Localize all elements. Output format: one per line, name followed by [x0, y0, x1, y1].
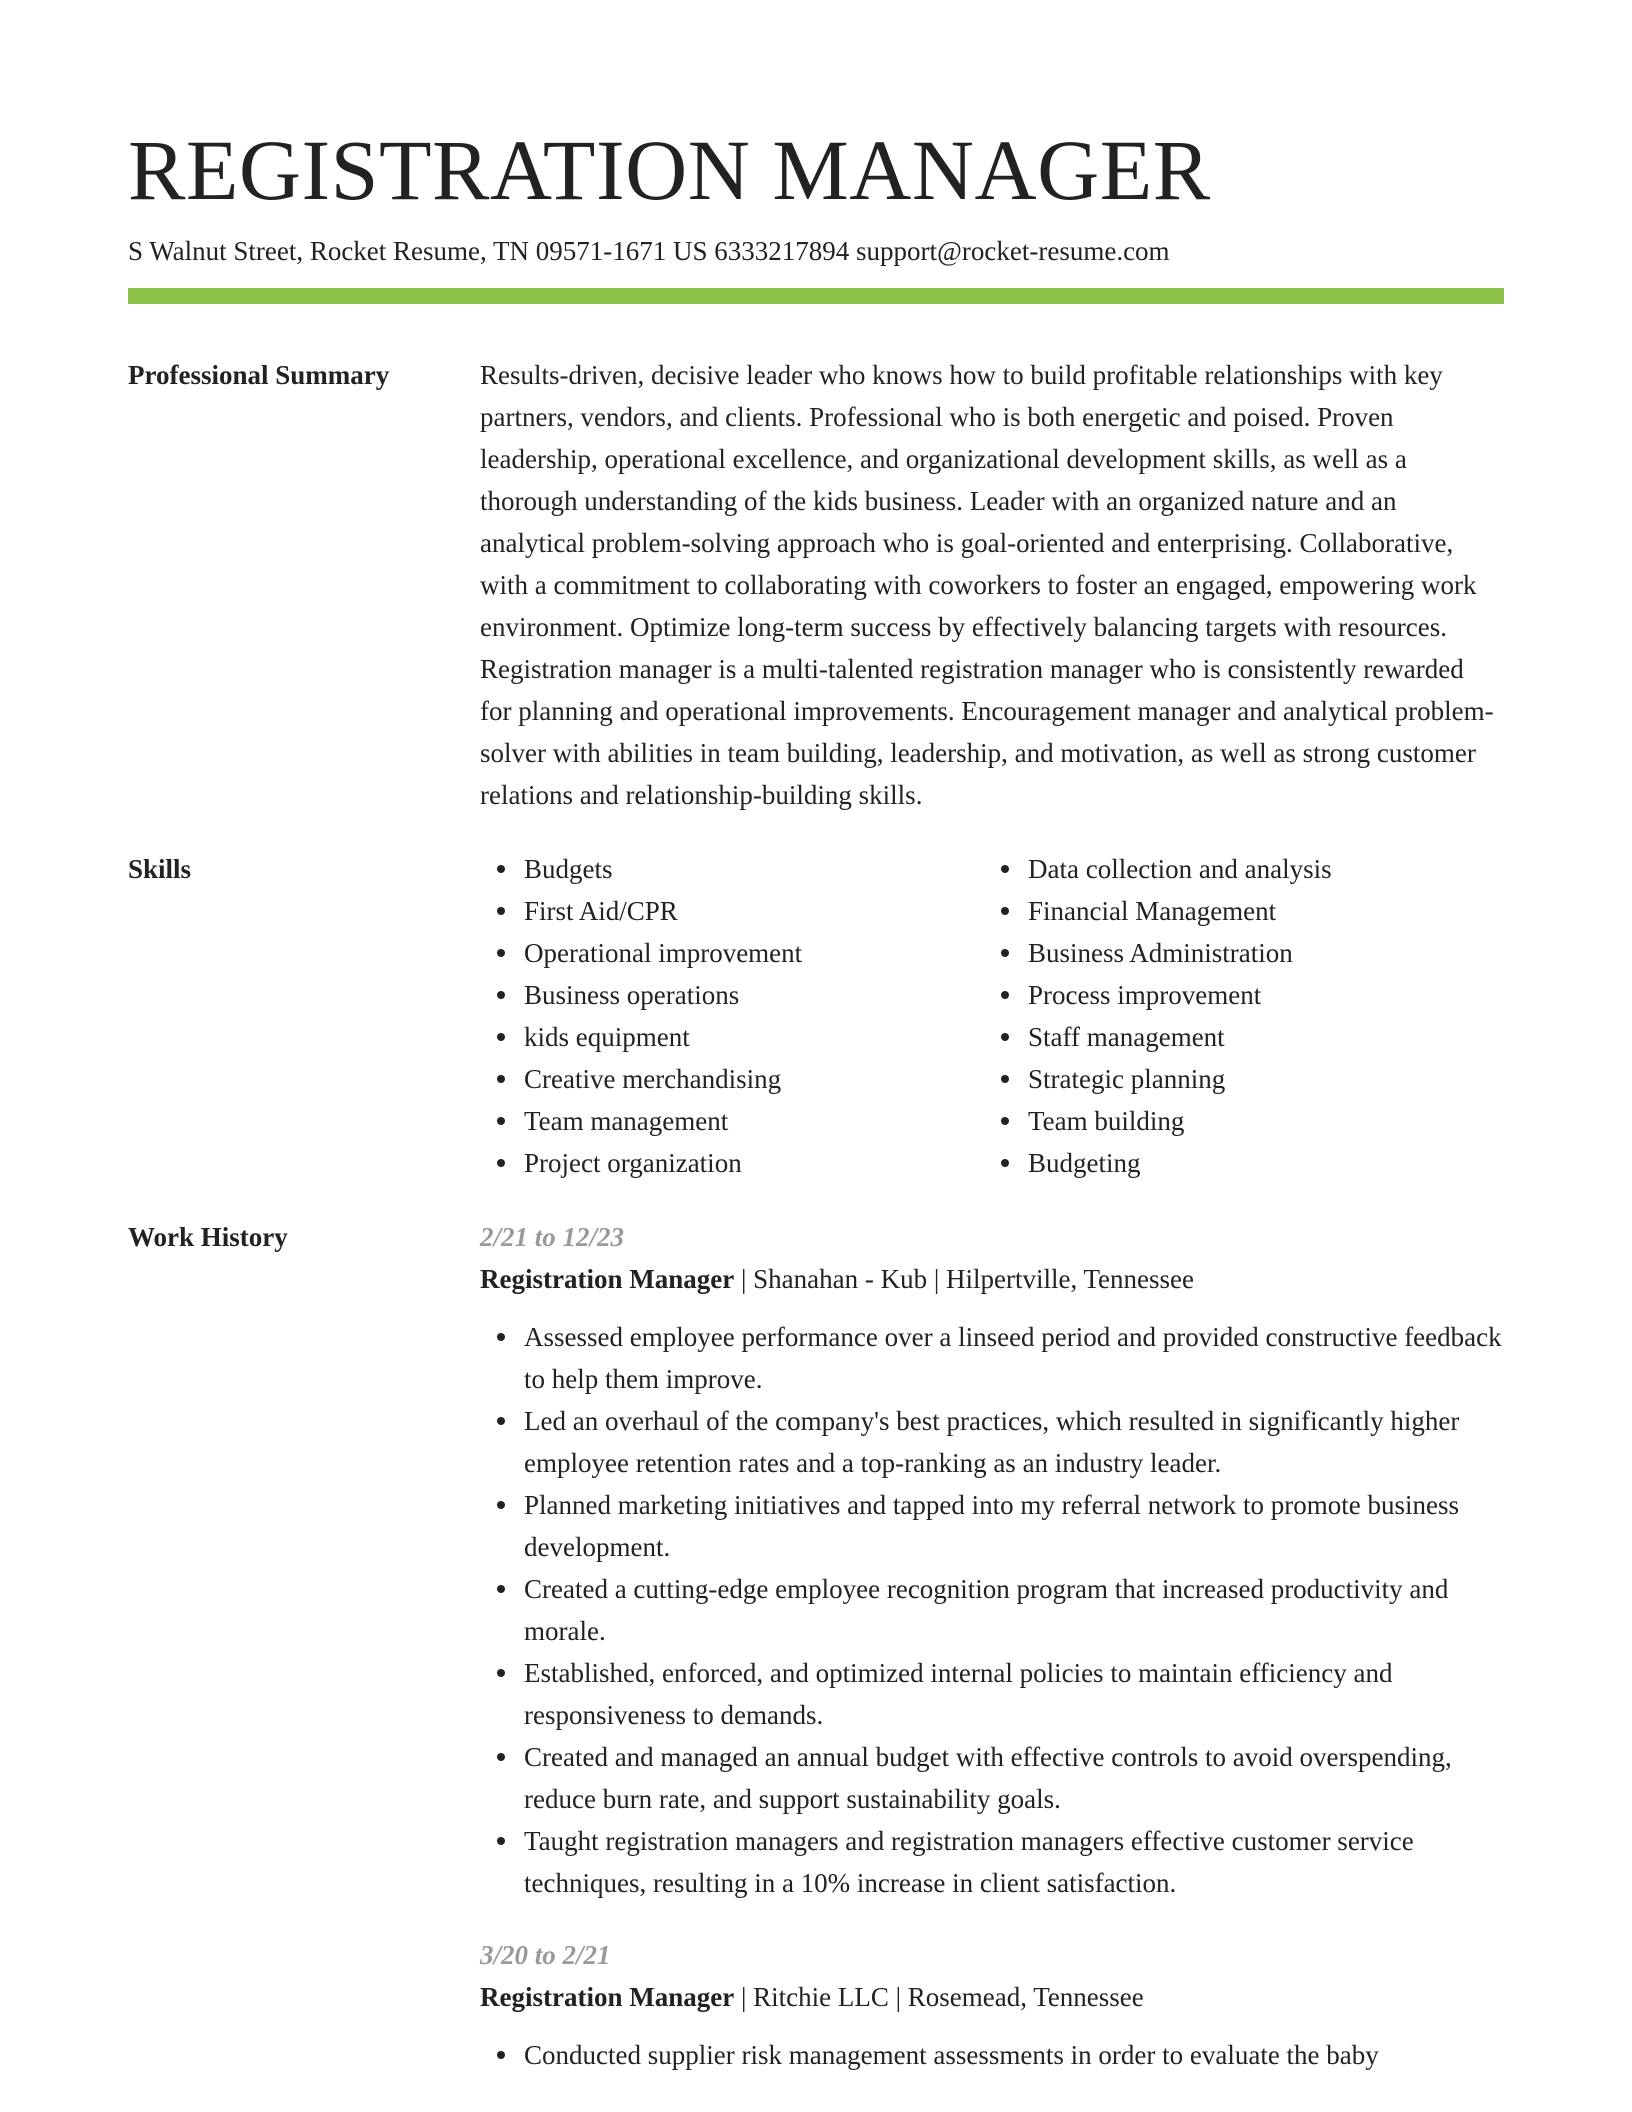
resume-page [128, 0, 1504, 2076]
skill-label: Business Administration [1028, 938, 1293, 968]
skill-item [480, 848, 984, 890]
skill-label: Budgeting [1028, 1148, 1141, 1178]
skill-label: Business operations [524, 980, 740, 1010]
job-bullet [480, 1652, 1504, 1736]
bullet-icon [497, 1585, 505, 1593]
skills-column-right [984, 848, 1488, 1184]
skill-label: Operational improvement [524, 938, 803, 968]
job-bullet-text: Established, enforced, and optimized internal policies to maintain efficiency and responsiveness to demands. [524, 1658, 1393, 1730]
job-bullet [480, 1568, 1504, 1652]
job-bullet-text: Taught registration managers and registration managers effective customer service techniques, resulting in a 10% increase in client satisfaction. [524, 1826, 1414, 1898]
job-bullet [480, 1400, 1504, 1484]
skill-label: Team management [524, 1106, 729, 1136]
job-heading [480, 1258, 1504, 1300]
job-details: | Shanahan - Kub | Hilpertville, Tennessee [734, 1264, 1195, 1294]
skill-label: Creative merchandising [524, 1064, 782, 1094]
skill-item [480, 890, 984, 932]
job-bullet [480, 1316, 1504, 1400]
job-bullet-list [480, 1316, 1504, 1904]
job-bullet-text: Led an overhaul of the company's best practices, which resulted in significantly higher employee retention rates and a top-ranking as an industry leader. [524, 1406, 1460, 1478]
job-bullet [480, 1736, 1504, 1820]
bullet-icon [1001, 1159, 1009, 1167]
skills-section [128, 848, 1504, 1184]
bullet-icon [497, 1033, 505, 1041]
skill-item [480, 1100, 984, 1142]
bullet-icon [497, 865, 505, 873]
job-heading [480, 1976, 1504, 2018]
section-label-work-history: Work History [128, 1222, 288, 1252]
summary-section [128, 354, 1504, 816]
section-label-skills: Skills [128, 854, 192, 884]
skills-grid [480, 848, 1504, 1184]
bullet-icon [497, 1669, 505, 1677]
skill-label: Financial Management [1028, 896, 1277, 926]
bullet-icon [497, 1117, 505, 1125]
job-title: Registration Manager [480, 1982, 735, 2012]
job-details: | Ritchie LLC | Rosemead, Tennessee [734, 1982, 1144, 2012]
accent-divider [128, 288, 1504, 304]
bullet-icon [497, 2051, 505, 2059]
bullet-icon [497, 907, 505, 915]
bullet-icon [497, 949, 505, 957]
job-bullet-list [480, 2034, 1504, 2076]
job-bullet [480, 1820, 1504, 1904]
bullet-icon [497, 1501, 505, 1509]
job-bullet [480, 1484, 1504, 1568]
job-bullet-text: Assessed employee performance over a linseed period and provided constructive feedback to help them improve. [524, 1322, 1502, 1394]
bullet-icon [1001, 991, 1009, 999]
skill-item [480, 1016, 984, 1058]
bullet-icon [1001, 1117, 1009, 1125]
skill-label: First Aid/CPR [524, 896, 678, 926]
skill-item [984, 1142, 1488, 1184]
skill-label: Team building [1028, 1106, 1185, 1136]
job-dates: 3/20 to 2/21 [480, 1940, 611, 1970]
job-bullet-text: Planned marketing initiatives and tapped into my referral network to promote business development. [524, 1490, 1460, 1562]
bullet-icon [497, 1753, 505, 1761]
section-label-summary: Professional Summary [128, 360, 390, 390]
job-bullet-text: Conducted supplier risk management assessments in order to evaluate the baby [524, 2040, 1379, 2070]
bullet-icon [497, 1333, 505, 1341]
skill-label: Strategic planning [1028, 1064, 1226, 1094]
skill-item [480, 932, 984, 974]
skill-item [984, 974, 1488, 1016]
skill-label: kids equipment [524, 1022, 690, 1052]
skill-item [984, 1016, 1488, 1058]
bullet-icon [497, 1159, 505, 1167]
work-history-section [128, 1216, 1504, 2076]
bullet-icon [1001, 1075, 1009, 1083]
skill-label: Staff management [1028, 1022, 1225, 1052]
skill-item [984, 932, 1488, 974]
job-dates: 2/21 to 12/23 [480, 1222, 625, 1252]
skill-label: Project organization [524, 1148, 742, 1178]
job-entry [480, 1934, 1504, 2076]
bullet-icon [497, 991, 505, 999]
skill-item [480, 974, 984, 1016]
skill-item [984, 1100, 1488, 1142]
bullet-icon [497, 1837, 505, 1845]
skills-column-left [480, 848, 984, 1184]
resume-name-heading: REGISTRATION MANAGER [128, 122, 1211, 218]
skill-item [480, 1058, 984, 1100]
bullet-icon [1001, 1033, 1009, 1041]
summary-text: Results-driven, decisive leader who knows how to build profitable relationships with key partners, vendors, and clients. Professional who is both energetic and poised. Proven leadership, operational excellence, and organizational development skills, as well as a thorough understanding of the kids business. Leader with an organized nature and an analytical problem-solving approach who is goal-oriented and enterprising. Collaborative, with a commitment to collaborating with coworkers to foster an engaged, empowering work environment. Optimize long-term success by effectively balancing targets with resources. Registration manager is a multi-talented registration manager who is consistently rewarded for planning and operational improvements. Encouragement manager and analytical problem-solver with abilities in team building, leadership, and motivation, as well as strong customer relations and relationship-building skills. [480, 360, 1494, 810]
job-bullet-text: Created a cutting-edge employee recognition program that increased productivity and morale. [524, 1574, 1449, 1646]
skill-label: Data collection and analysis [1028, 854, 1332, 884]
bullet-icon [1001, 949, 1009, 957]
skill-label: Process improvement [1028, 980, 1262, 1010]
bullet-icon [497, 1417, 505, 1425]
bullet-icon [1001, 907, 1009, 915]
skill-item [480, 1142, 984, 1184]
job-title: Registration Manager [480, 1264, 735, 1294]
bullet-icon [497, 1075, 505, 1083]
skill-item [984, 848, 1488, 890]
skill-label: Budgets [524, 854, 613, 884]
job-bullet [480, 2034, 1504, 2076]
job-bullet-text: Created and managed an annual budget with effective controls to avoid overspending, reduce burn rate, and support sustainability goals. [524, 1742, 1452, 1814]
bullet-icon [1001, 865, 1009, 873]
contact-line: S Walnut Street, Rocket Resume, TN 09571-1671 US 6333217894 support@rocket-resume.com [128, 236, 1170, 266]
skill-item [984, 1058, 1488, 1100]
job-entry [480, 1216, 1504, 1904]
skill-item [984, 890, 1488, 932]
